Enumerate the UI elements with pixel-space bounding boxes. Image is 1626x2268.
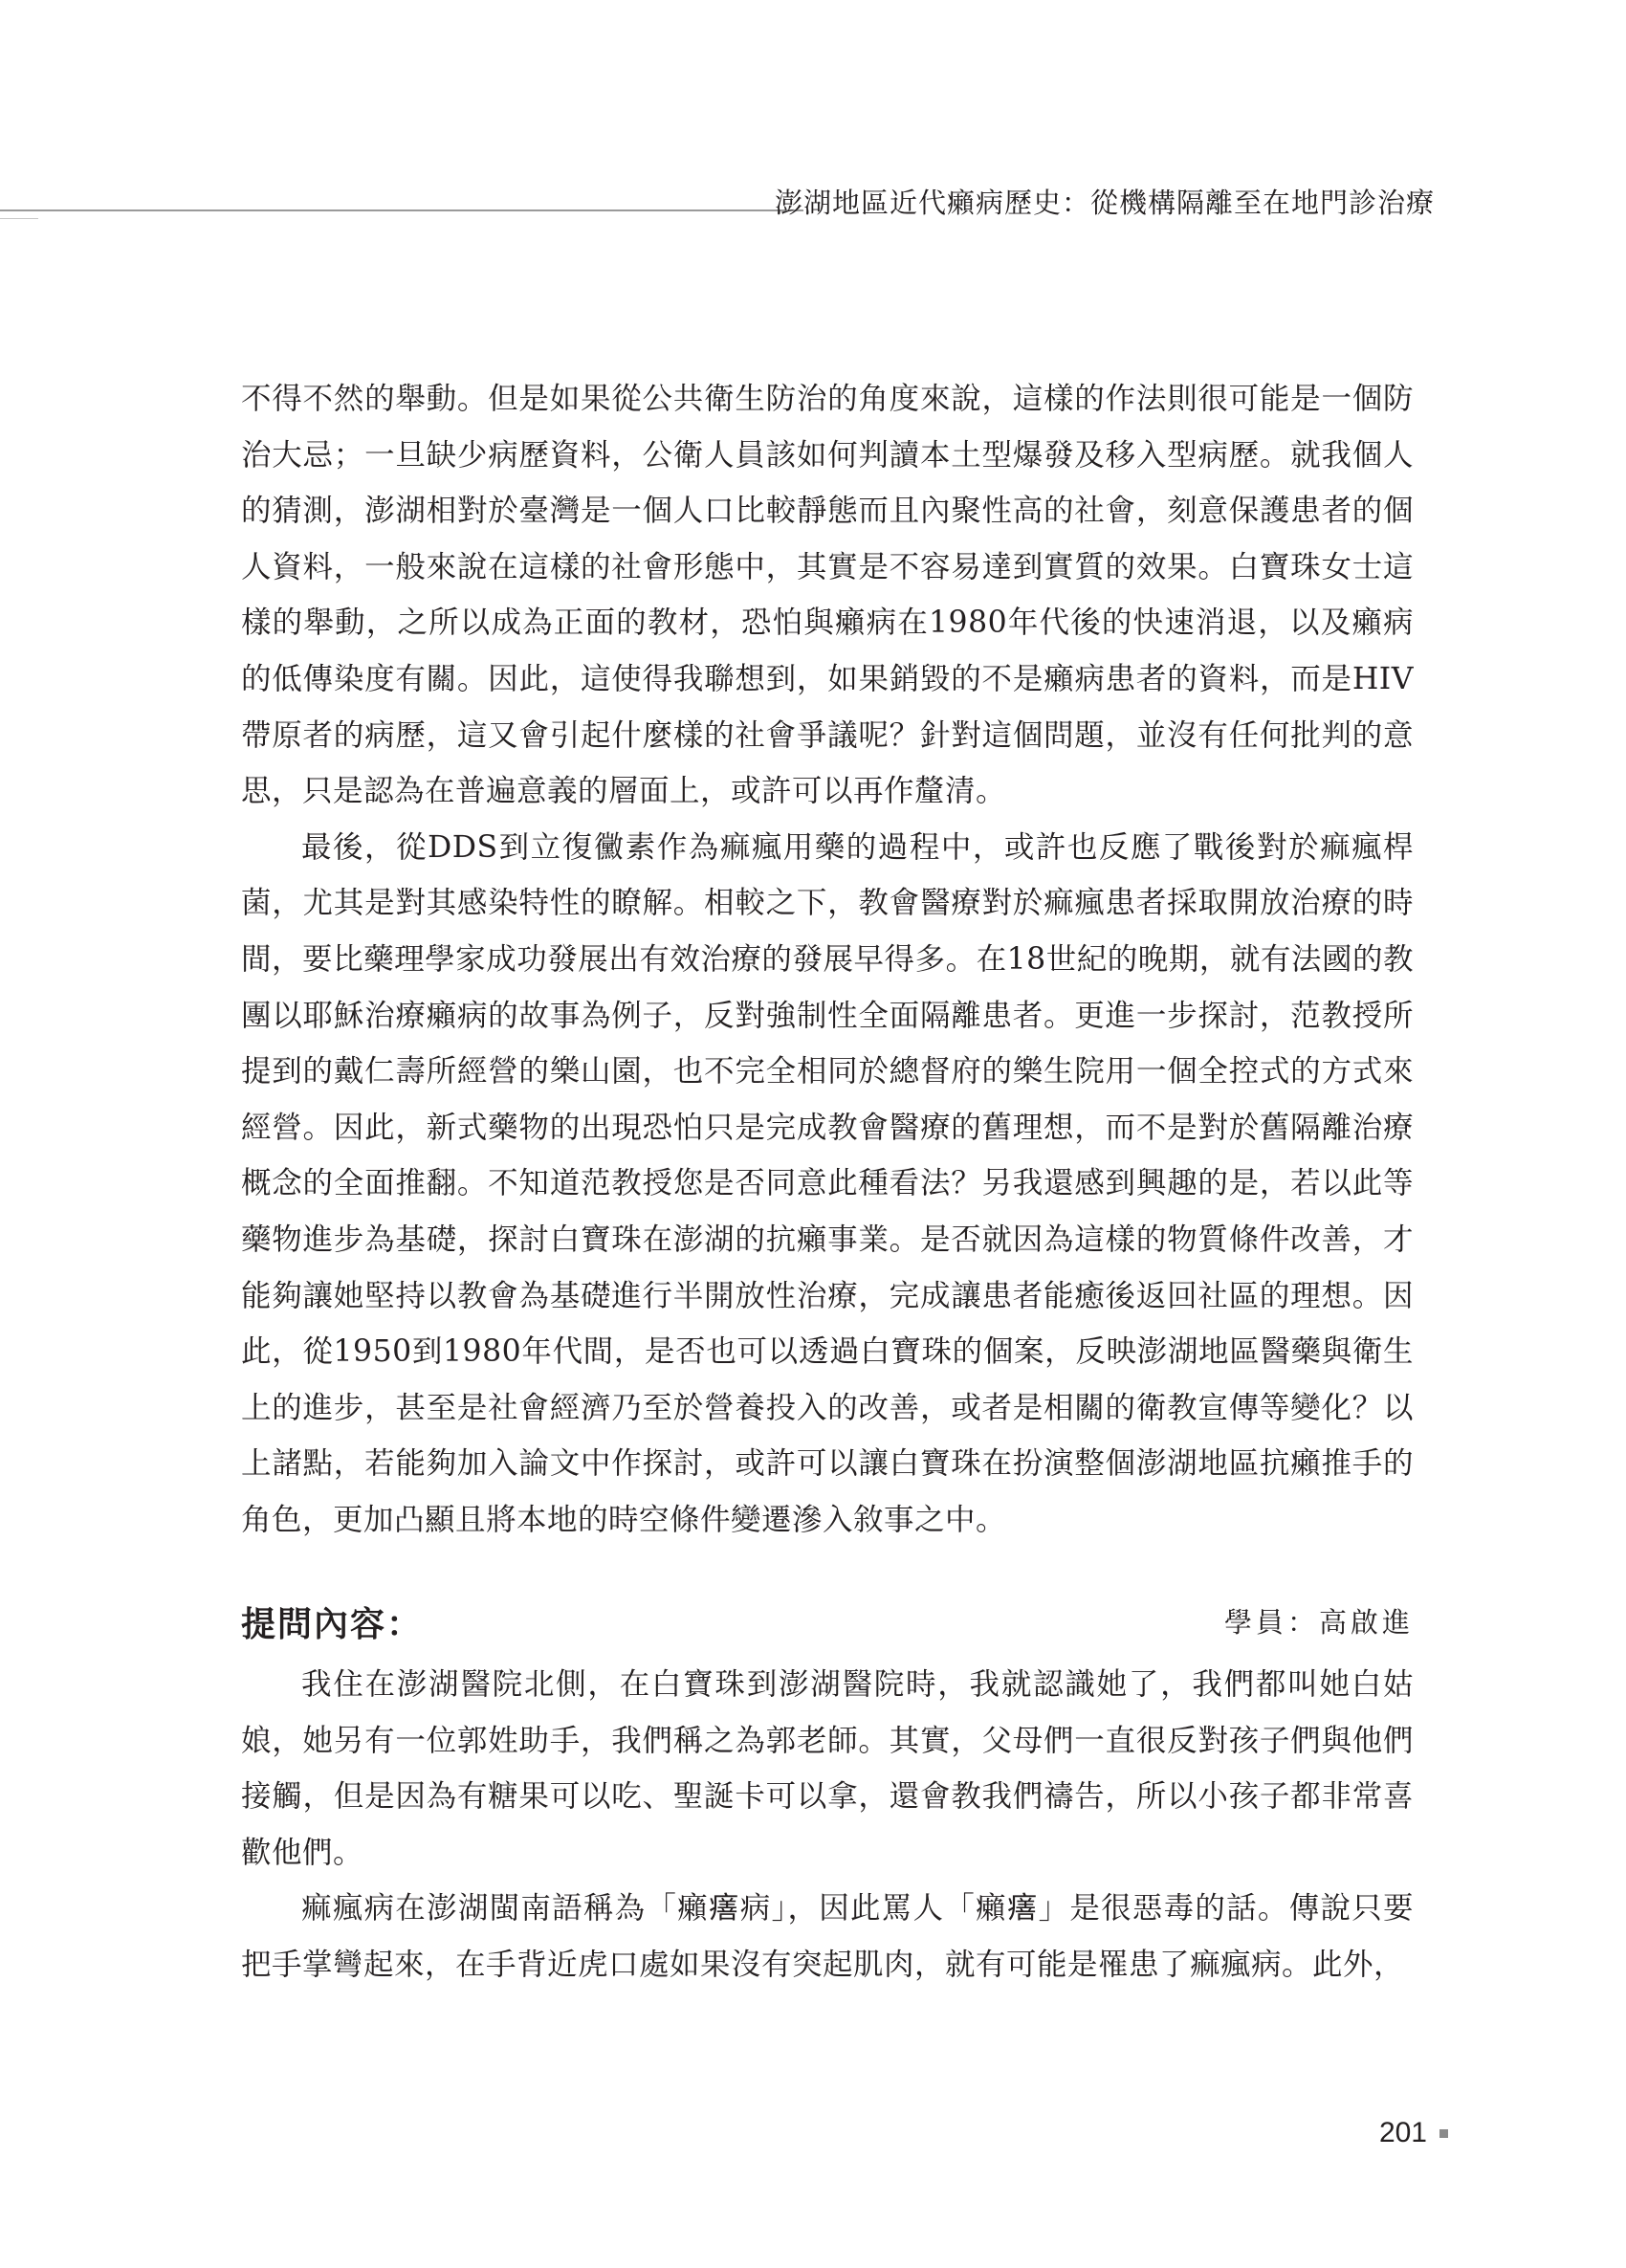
paragraph: 不得不然的舉動。但是如果從公共衛生防治的角度來說，這樣的作法則很可能是一個防治大忌；一旦缺少病歷資料，公衛人員該如何判讀本土型爆發及移入型病歷。就我個人的猜測，澎湖相對於臺灣是一個人口比較靜態而且內聚性高的社會，刻意保護患者的個人資料，一般來說在這樣的社會形態中，其實是不容易達到實質的效果。白寶珠女士這樣的舉動，之所以成為正面的教材，恐怕與癩病在1980年代後的快速消退，以及癩病的低傳染度有關。因此，這使得我聯想到，如果銷毀的不是癩病患者的資料，而是HIV帶原者的病歷，這又會引起什麼樣的社會爭議呢？針對這個問題，並沒有任何批判的意思，只是認為在普遍意義的層面上，或許可以再作釐清。 [241,382,1414,809]
section-author: 學員：高啟進 [1223,1606,1414,1639]
header-rule-tick [0,218,38,219]
paragraph: 我住在澎湖醫院北側，在白寶珠到澎湖醫院時，我就認識她了，我們都叫她白姑娘，她另有一位郭姓助手，我們稱之為郭老師。其實，父母們一直很反對孩子們與他們接觸，但是因為有糖果可以吃、聖誕卡可以拿，還會教我們禱告，所以小孩子都非常喜歡他們。 [241,1667,1414,1870]
paragraph: 痲瘋病在澎湖閩南語稱為「癩𤺪病」，因此罵人「癩𤺪」是很惡毒的話。傳說只要把手掌彎起來，在手背近虎口處如果沒有突起肌肉，就有可能是罹患了痲瘋病。此外， [241,1891,1414,1982]
page-number-marker [1439,2129,1448,2138]
running-head: 澎湖地區近代癩病歷史：從機構隔離至在地門診治療 [774,187,1435,219]
body-text-lower [241,1657,1414,1993]
header-rule [0,209,803,211]
paragraph: 最後，從DDS到立復黴素作為痲瘋用藥的過程中，或許也反應了戰後對於痲瘋桿菌，尤其是對其感染特性的瞭解。相較之下，教會醫療對於痲瘋患者採取開放治療的時間，要比藥理學家成功發展出有效治療的發展早得多。在18世紀的晚期，就有法國的教團以耶穌治療癩病的故事為例子，反對強制性全面隔離患者。更進一步探討，范教授所提到的戴仁壽所經營的樂山園，也不完全相同於總督府的樂生院用一個全控式的方式來經營。因此，新式藥物的出現恐怕只是完成教會醫療的舊理想，而不是對於舊隔離治療概念的全面推翻。不知道范教授您是否同意此種看法？另我還感到興趣的是，若以此等藥物進步為基礎，探討白寶珠在澎湖的抗癩事業。是否就因為這樣的物質條件改善，才能夠讓她堅持以教會為基礎進行半開放性治療，完成讓患者能癒後返回社區的理想。因此，從1950到1980年代間，是否也可以透過白寶珠的個案，反映澎湖地區醫藥與衛生上的進步，甚至是社會經濟乃至於營養投入的改善，或者是相關的衛教宣傳等變化？以上諸點，若能夠加入論文中作探討，或許可以讓白寶珠在扮演整個澎湖地區抗癩推手的角色，更加凸顯且將本地的時空條件變遷滲入敘事之中。 [241,829,1414,1537]
page-number: 201 [1378,2117,1427,2148]
body-text-upper [241,371,1414,1548]
section-title: 提問內容： [241,1605,424,1644]
section-heading [241,1597,1414,1655]
